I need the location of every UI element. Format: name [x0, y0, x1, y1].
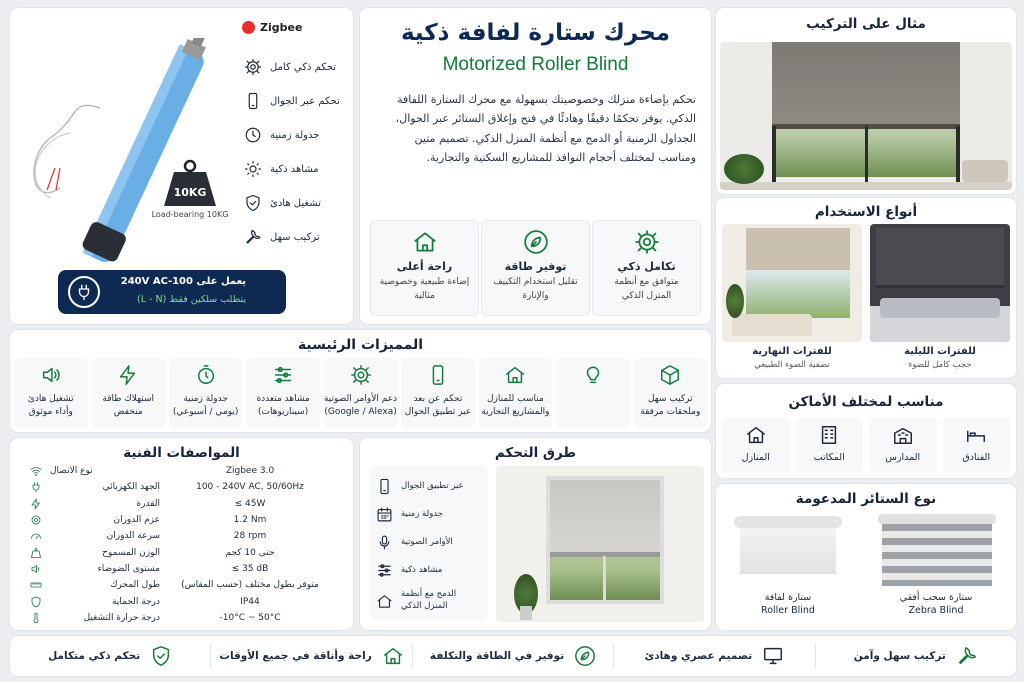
key-feature-label: تحكم عن بعد عبر تطبيق الجوال — [404, 394, 472, 418]
box-icon — [659, 364, 681, 386]
feature-label: تركيب سهل — [270, 231, 320, 243]
zebra-blind-caption — [876, 592, 996, 616]
spec-value: 28 rpm — [233, 531, 267, 542]
plug-icon — [30, 481, 42, 493]
spec-row — [30, 479, 340, 495]
hero-card — [481, 220, 590, 316]
footer-label: توفير في الطاقة والتكلفة — [429, 650, 565, 662]
wrench-icon — [244, 228, 262, 246]
place-item — [943, 418, 1011, 472]
zigbee-logo — [242, 21, 302, 34]
control-item — [376, 584, 482, 618]
spec-row — [30, 512, 340, 528]
spec-label: القدرة — [136, 498, 160, 509]
spec-value: ≤ 35 dB — [231, 563, 269, 574]
hero-description: تحكم بإضاءة منزلك وخصوصيتك بسهولة مع محرك الستارة اللفافة الذكي. يوفر تحكمًا دقيقًا وهادئًا في فتح وإغلاق الستائر عبر الجوال، الجداول الزمنية أو الدمج مع أنظمة المنزل الذكي. تصميم متين ومناسب لمختلف أحجام النوافذ للمشاريع السكنية والتجارية. — [395, 93, 696, 164]
type-label: ستارة لفافة — [764, 592, 812, 603]
footer-bar — [10, 636, 1016, 676]
key-feature-item — [169, 358, 242, 428]
school-icon — [892, 424, 914, 446]
shield-check-icon — [244, 194, 262, 212]
place-label: المدارس — [885, 452, 921, 463]
control-item — [376, 528, 482, 556]
mic-icon — [376, 534, 393, 551]
footer-label: تحكم ذكي متكامل — [48, 650, 141, 662]
night-usage-caption — [870, 346, 1010, 370]
roller-blind-caption — [728, 592, 848, 616]
bolt-icon — [30, 498, 42, 510]
key-feature-item — [246, 358, 319, 428]
key-feature-label: مشاهد متعددة (سيناريوهات) — [256, 394, 310, 418]
key-feature-label: استهلاك طاقة منخفض — [102, 394, 155, 418]
specs-table — [30, 463, 340, 626]
key-feature-item — [14, 358, 87, 428]
key-feature-label: مناسب للمنازل والمشاريع التجارية — [481, 394, 550, 418]
bolt-icon — [117, 364, 139, 386]
control-item — [376, 500, 482, 528]
phone-icon — [376, 478, 393, 495]
feature-list — [244, 50, 348, 254]
sliders-icon — [376, 562, 393, 579]
hero-card-text: إضاءة طبيعية وخصوصية مثالية — [379, 277, 470, 301]
hero-title-ar: محرك ستارة لفافة ذكية — [400, 20, 671, 46]
spec-value: Zigbee 3.0 — [225, 466, 275, 477]
leaf-icon — [523, 229, 549, 255]
hero-card-title: راحة أعلى — [396, 260, 453, 273]
hero-card — [370, 220, 479, 316]
home-icon — [412, 229, 438, 255]
load-bearing-label: Load-bearing 10KG — [151, 210, 229, 219]
phone-icon — [244, 92, 262, 110]
key-feature-item — [401, 358, 474, 428]
places-panel — [716, 384, 1016, 478]
spec-label: طول المحرك — [110, 580, 160, 591]
sliders-icon — [272, 364, 294, 386]
footer-item — [210, 644, 411, 668]
hero-card-title: توفير طاقة — [504, 260, 567, 273]
spec-label: درجة حرارة التشغيل — [83, 612, 160, 623]
key-feature-item — [479, 358, 552, 428]
spec-label: عزم الدوران — [113, 515, 160, 526]
spec-label: الجهد الكهربائي — [102, 482, 160, 493]
gear-icon — [244, 58, 262, 76]
zebra-blind-image — [878, 514, 996, 588]
speaker-icon — [40, 364, 62, 386]
types-panel — [716, 484, 1016, 630]
specs-title: المواصفات الفنية — [123, 445, 240, 461]
place-label: الفنادق — [962, 452, 991, 463]
place-label: المنازل — [741, 452, 770, 463]
spec-row — [30, 577, 340, 593]
key-features-row — [14, 358, 707, 428]
feature-item — [244, 118, 348, 152]
usage-label: للفترات النهارية — [752, 346, 832, 357]
type-sublabel: Zebra Blind — [908, 605, 964, 616]
usage-sublabel: حجب كامل للضوء — [908, 360, 972, 370]
spec-label: نوع الاتصال — [50, 466, 93, 477]
zigbee-icon — [242, 21, 255, 34]
control-panel — [360, 438, 711, 630]
sun-icon — [244, 160, 262, 178]
feature-item — [244, 186, 348, 220]
home-icon — [376, 593, 393, 610]
spec-value: حتى 10 كجم — [225, 547, 275, 558]
specs-panel — [10, 438, 353, 630]
usage-label: للفترات الليلية — [904, 346, 976, 357]
install-photo — [720, 42, 1012, 190]
spec-label: مستوى الضوضاء — [97, 563, 160, 574]
key-feature-item — [556, 358, 629, 428]
spec-label: درجة الحماية — [112, 596, 160, 607]
power-voltage: يعمل على 100-240V AC — [120, 276, 246, 287]
shield-icon — [30, 596, 42, 608]
type-sublabel: Roller Blind — [761, 605, 815, 616]
office-icon — [818, 424, 840, 446]
weight-icon — [160, 158, 220, 208]
control-label: الأوامر الصوتية — [401, 537, 453, 547]
wrench-icon — [956, 645, 978, 667]
hero-title-en: Motorized Roller Blind — [442, 54, 629, 75]
plug-icon — [68, 276, 100, 308]
day-usage-photo — [722, 224, 862, 342]
weight-icon — [30, 547, 42, 559]
control-label: مشاهد ذكية — [401, 565, 443, 575]
spec-value: 100 - 240V AC, 50/60Hz — [196, 482, 304, 493]
hero-card — [592, 220, 701, 316]
key-features-panel — [10, 330, 711, 432]
spec-value: ≤ 45W — [234, 498, 266, 509]
weight-value: 10KG — [173, 186, 207, 199]
spec-row — [30, 496, 340, 512]
place-item — [796, 418, 864, 472]
leaf-icon — [574, 645, 596, 667]
night-usage-photo — [870, 224, 1010, 342]
feature-label: تشغيل هادئ — [270, 197, 321, 209]
spec-row — [30, 610, 340, 626]
places-title: مناسب لمختلف الأماكن — [788, 394, 944, 410]
hero-card-text: تقليل استخدام التكييف والإنارة — [493, 277, 578, 301]
gear-icon — [350, 364, 372, 386]
key-feature-label: جدولة زمنية (يومي / أسبوعي) — [172, 394, 239, 418]
calendar-icon — [376, 506, 393, 523]
shield-check-icon — [150, 645, 172, 667]
spec-value: IP44 — [240, 596, 260, 607]
home-icon — [382, 645, 404, 667]
weight-badge — [160, 158, 220, 208]
install-title: مثال على التركيب — [806, 16, 926, 32]
feature-label: مشاهد ذكية — [270, 163, 319, 175]
key-feature-label: تركيب سهل وملحقات مرفقة — [640, 394, 701, 418]
control-photo — [496, 466, 704, 622]
control-list — [370, 466, 488, 620]
footer-label: راحة وأناقة في جميع الأوقات — [219, 650, 372, 662]
control-label: عبر تطبيق الجوال — [401, 481, 464, 491]
roller-blind-image — [734, 514, 842, 576]
footer-item — [815, 644, 1016, 668]
spec-value: 1.2 Nm — [233, 515, 267, 526]
footer-item — [613, 644, 814, 668]
feature-label: جدولة زمنية — [270, 129, 320, 141]
control-label: الدمج مع أنظمة المنزل الذكي — [401, 589, 457, 611]
key-features-title: المميزات الرئيسية — [297, 337, 424, 353]
key-feature-item — [92, 358, 165, 428]
speedometer-icon — [30, 530, 42, 542]
spec-row — [30, 528, 340, 544]
monitor-icon — [762, 645, 784, 667]
control-item — [376, 472, 482, 500]
home-icon — [504, 364, 526, 386]
key-feature-item — [634, 358, 707, 428]
power-wiring: يتطلب سلكين فقط (L - N) — [137, 294, 246, 305]
key-feature-label: دعم الأوامر الصوتية (Google / Alexa) — [323, 394, 398, 418]
control-title: طرق التحكم — [494, 445, 577, 461]
wifi-icon — [30, 465, 42, 477]
phone-icon — [427, 364, 449, 386]
zigbee-label: Zigbee — [260, 21, 303, 34]
spec-row — [30, 463, 340, 479]
gear-icon — [634, 229, 660, 255]
usage-sublabel: تصفية الضوء الطبيعي — [754, 360, 830, 370]
spec-value: متوفر بطول مختلف (حسب المقاس) — [181, 580, 319, 591]
feature-item — [244, 84, 348, 118]
place-label: المكاتب — [813, 452, 845, 463]
feature-label: تحكم عبر الجوال — [270, 95, 340, 107]
spec-value: -10°C ~ 50°C — [219, 612, 281, 623]
thermometer-icon — [30, 612, 42, 624]
timer-icon — [195, 364, 217, 386]
places-row — [722, 418, 1010, 472]
clock-icon — [244, 126, 262, 144]
spec-label: سرعة الدوران — [106, 531, 160, 542]
install-panel — [716, 8, 1016, 194]
ruler-icon — [30, 579, 42, 591]
footer-item — [10, 644, 210, 668]
home-icon — [745, 424, 767, 446]
types-title: نوع الستائر المدعومة — [795, 491, 937, 507]
usage-panel — [716, 198, 1016, 378]
day-usage-caption — [722, 346, 862, 370]
spec-row — [30, 593, 340, 609]
footer-label: تركيب سهل وآمن — [853, 650, 946, 662]
gear-icon — [30, 514, 42, 526]
feature-item — [244, 50, 348, 84]
hero-card-text: متوافق مع أنظمة المنزل الذكي — [614, 277, 679, 301]
spec-row — [30, 561, 340, 577]
place-item — [722, 418, 790, 472]
power-box — [58, 270, 286, 314]
bulb-icon — [582, 364, 604, 386]
spec-label: الوزن المسموح — [102, 547, 160, 558]
feature-item — [244, 152, 348, 186]
footer-label: تصميم عصري وهادئ — [644, 650, 753, 662]
hero-panel — [360, 8, 711, 324]
feature-item — [244, 220, 348, 254]
spec-row — [30, 544, 340, 560]
control-label: جدولة زمنية — [401, 509, 444, 519]
footer-item — [412, 644, 613, 668]
control-item — [376, 556, 482, 584]
product-panel — [10, 8, 353, 324]
place-item — [869, 418, 937, 472]
hero-card-title: تكامل ذكي — [617, 260, 676, 273]
speaker-icon — [30, 563, 42, 575]
feature-label: تحكم ذكي كامل — [270, 61, 337, 73]
usage-title: أنواع الاستخدام — [814, 204, 918, 220]
key-feature-label: تشغيل هادئ وأداء موثوق — [27, 394, 74, 418]
bed-icon — [965, 424, 987, 446]
key-feature-item — [324, 358, 397, 428]
type-label: ستارة سحب أفقي — [899, 592, 973, 603]
